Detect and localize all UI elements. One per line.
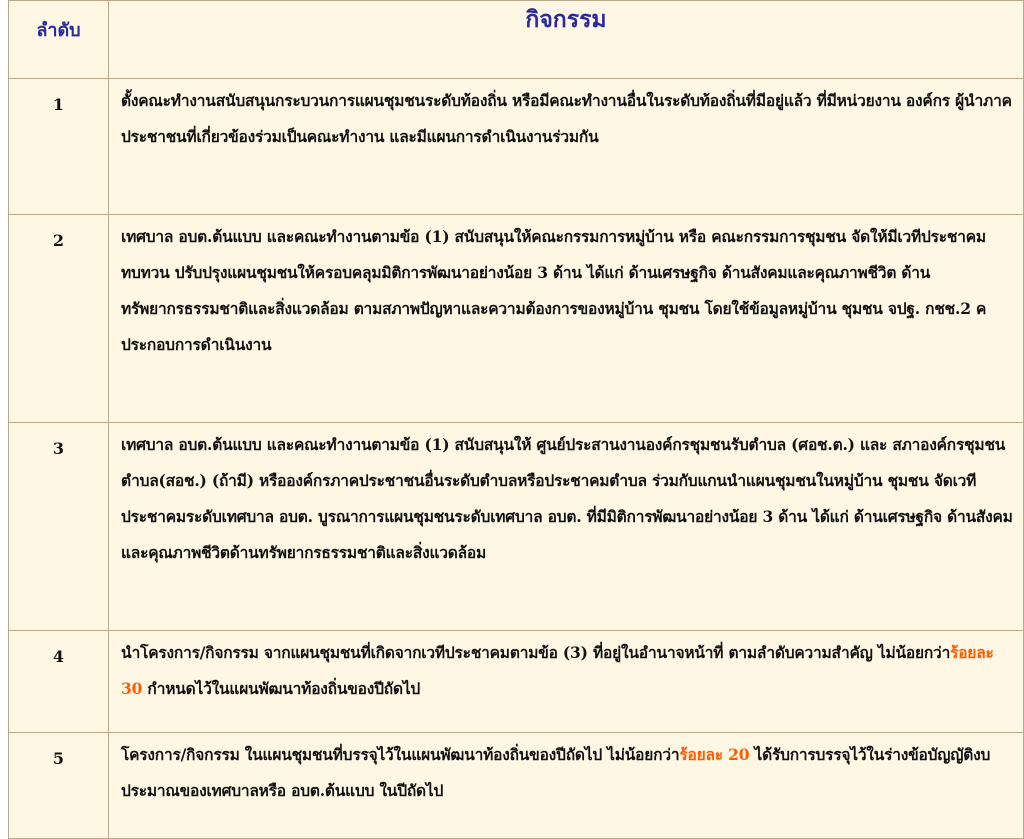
row-text-after: กำหนดไว้ในแผนพัฒนาท้องถิ่นของปีถัดไป (142, 679, 421, 698)
row-number: 2 (9, 215, 109, 423)
row-text-before: โครงการ/กิจกรรม ในแผนชุมชนที่บรรจุไว้ในแผนพัฒนาท้องถิ่นของปีถัดไป ไม่น้อยกว่า (121, 745, 680, 764)
row-activity (109, 733, 1024, 839)
row-activity: ตั้งคณะทำงานสนับสนุนกระบวนการแผนชุมชนระดับท้องถิ่น หรือมีคณะทำงานอื่นในระดับท้องถิ่นที่มีอยู่แล้ว ที่มีหน่วยงาน องค์กร ผู้นำภาคประชาชนที่เกี่ยวข้องร่วมเป็นคณะทำงาน และมีแผนการดำเนินงานร่วมกัน (109, 79, 1024, 215)
table-row (9, 423, 1024, 631)
row-number: 4 (9, 631, 109, 733)
table-row (9, 631, 1024, 733)
percentage-highlight: ร้อยละ 20 (679, 745, 750, 764)
row-text-after: ได้รับการบรรจุไว้ในร่างข้อบัญญัติงบประมาณของเทศบาลหรือ อบต.ต้นแบบ ในปีถัดไป (121, 745, 991, 800)
row-activity: เทศบาล อบต.ต้นแบบ และคณะทำงานตามข้อ (1) สนับสนุนให้ ศูนย์ประสานงานองค์กรชุมชนรับตำบล (ศอช.ต.) และ สภาองค์กรชุมชนตำบล(สอช.) (ถ้ามี) หรือองค์กรภาคประชาชนอื่นระดับตำบลหรือประชาคมตำบล ร่วมกับแกนนำแผนชุมชนในหมู่บ้าน ชุมชน จัดเวทีประชาคมระดับเทศบาล อบต. บูรณาการแผนชุมชนระดับเทศบาล อบต. ที่มีมิติการพัฒนาอย่างน้อย 3 ด้าน ได้แก่ ด้านเศรษฐกิจ ด้านสังคมและคุณภาพชีวิตด้านทรัพยากรธรรมชาติและสิ่งแวดล้อม (109, 423, 1024, 631)
row-number: 5 (9, 733, 109, 839)
header-row (9, 1, 1024, 79)
header-activity: กิจกรรม (109, 1, 1024, 79)
row-text-before: นำโครงการ/กิจกรรม จากแผนชุมชนที่เกิดจากเวทีประชาคมตามข้อ (3) ที่อยู่ในอำนาจหน้าที่ ตามลำดับความสำคัญ ไม่น้อยกว่า (121, 643, 951, 662)
activity-table (8, 0, 1024, 839)
header-index: ลำดับ (9, 1, 109, 79)
table-row (9, 215, 1024, 423)
percentage-highlight: ร้อยละ 30 (121, 643, 994, 698)
row-number: 1 (9, 79, 109, 215)
table-row (9, 733, 1024, 839)
table-row (9, 79, 1024, 215)
row-activity (109, 631, 1024, 733)
row-activity: เทศบาล อบต.ต้นแบบ และคณะทำงานตามข้อ (1) สนับสนุนให้คณะกรรมการหมู่บ้าน หรือ คณะกรรมการชุมชน จัดให้มีเวทีประชาคม ทบทวน ปรับปรุงแผนชุมชนให้ครอบคลุมมิติการพัฒนาอย่างน้อย 3 ด้าน ได้แก่ ด้านเศรษฐกิจ ด้านสังคมและคุณภาพชีวิต ด้านทรัพยากรธรรมชาติและสิ่งแวดล้อม ตามสภาพปัญหาและความต้องการของหมู่บ้าน ชุมชน โดยใช้ข้อมูลหมู่บ้าน ชุมชน จปฐ. กชช.2 ค ประกอบการดำเนินงาน (109, 215, 1024, 423)
row-number: 3 (9, 423, 109, 631)
